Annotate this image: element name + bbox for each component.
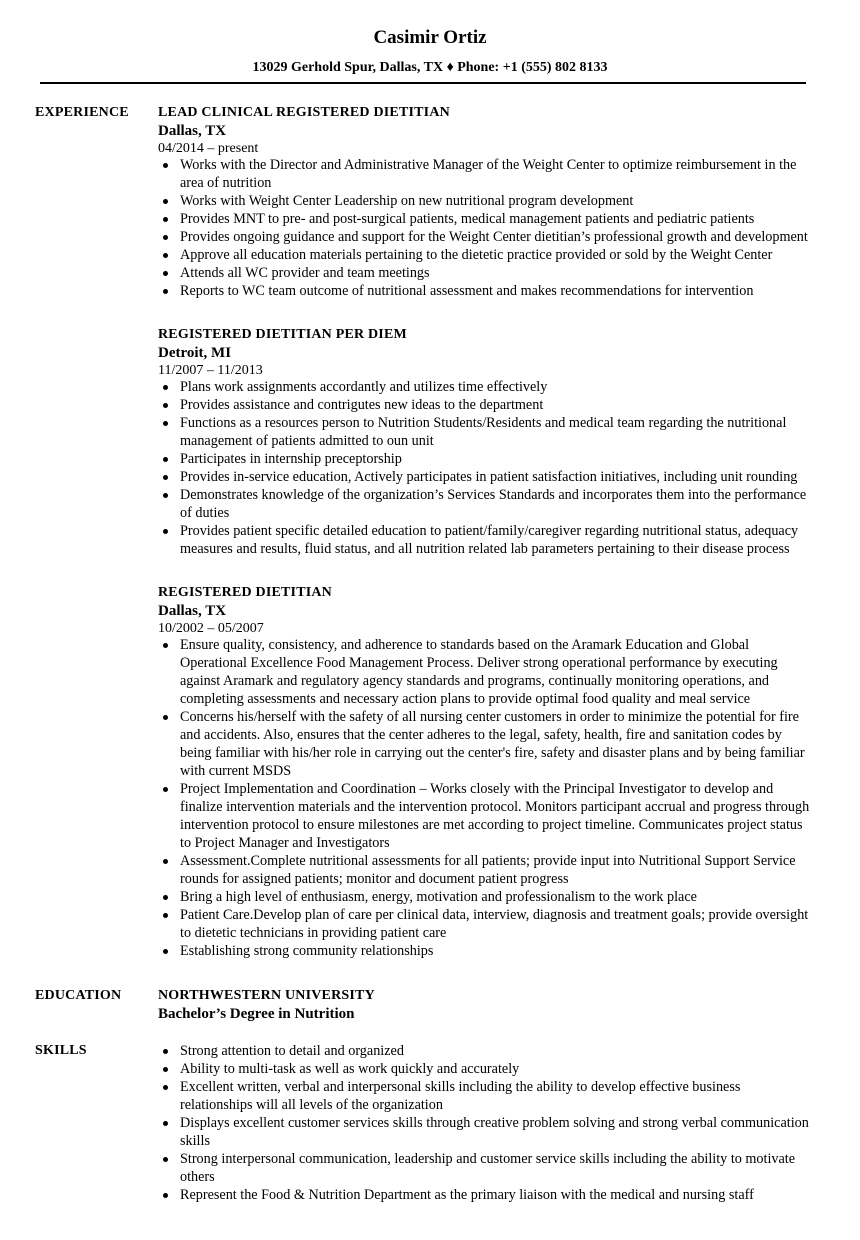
experience-body — [158, 104, 815, 960]
skill-item: Displays excellent customer services skills through creative problem solving and strong verbal communication skills — [158, 1114, 815, 1150]
skill-item: Strong interpersonal communication, leadership and customer service skills including the ability to motivate others — [158, 1150, 815, 1186]
job-bullet: Reports to WC team outcome of nutritional assessment and makes recommendations for intervention — [158, 282, 815, 300]
job-location: Detroit, MI — [158, 345, 232, 361]
job-bullet: Provides assistance and contrigutes new ideas to the department — [158, 396, 815, 414]
job-bullet: Bring a high level of enthusiasm, energy, motivation and professionalism to the work place — [158, 888, 815, 906]
education-body — [158, 987, 815, 1024]
job-dates: 04/2014 – present — [158, 141, 259, 156]
job-bullet: Project Implementation and Coordination – Works closely with the Principal Investigator to develop and finalize intervention materials and the intervention protocol. Monitors participant accrual and progress through intervention protocol to ensure milestones are met according to project timeline. Communicates project status to Project Manager and Investigators — [158, 780, 815, 852]
skills-list — [158, 1042, 815, 1204]
job-bullet-list — [158, 378, 815, 558]
job-bullet: Works with the Director and Administrative Manager of the Weight Center to optimize reimbursement in the area of nutrition — [158, 156, 815, 192]
job-bullet: Provides ongoing guidance and support for the Weight Center dietitian’s professional growth and development — [158, 228, 815, 246]
education-heading: EDUCATION — [35, 988, 122, 1003]
job-entry — [158, 326, 815, 558]
job-entry — [158, 104, 815, 300]
job-bullet: Concerns his/herself with the safety of all nursing center customers in order to minimize the potential for fire and accidents. Also, ensures that the center adheres to the legal, safety, health, fire and sanitation codes by being familiar with his/her role in carrying out the center's fire, safety and disaster plans and by being familiar with current MSDS — [158, 708, 815, 780]
job-bullet: Works with Weight Center Leadership on new nutritional program development — [158, 192, 815, 210]
skills-heading: SKILLS — [35, 1043, 87, 1058]
job-bullet: Ensure quality, consistency, and adherence to standards based on the Aramark Education and Global Operational Excellence Food Management Process. Deliver strong operational performance by executing against Aramark and regulatory agency standards and programs, continually monitoring operations, and completing assessments and necessary action plans to provide optimal food quality and meal service — [158, 636, 815, 708]
job-title: LEAD CLINICAL REGISTERED DIETITIAN — [158, 105, 450, 120]
skill-item: Represent the Food & Nutrition Department as the primary liaison with the medical and nursing staff — [158, 1186, 815, 1204]
job-title: REGISTERED DIETITIAN PER DIEM — [158, 327, 407, 342]
job-dates: 10/2002 – 05/2007 — [158, 621, 264, 636]
resume-header — [0, 0, 860, 77]
job-bullet: Attends all WC provider and team meetings — [158, 264, 815, 282]
degree: Bachelor’s Degree in Nutrition — [158, 1006, 355, 1022]
skills-section — [35, 1042, 815, 1204]
experience-section — [35, 104, 815, 960]
school-name: NORTHWESTERN UNIVERSITY — [158, 988, 375, 1003]
job-bullet: Plans work assignments accordantly and utilizes time effectively — [158, 378, 815, 396]
skill-item: Strong attention to detail and organized — [158, 1042, 815, 1060]
job-bullet: Assessment.Complete nutritional assessments for all patients; provide input into Nutritional Support Service rounds for assigned patients; monitor and document patient progress — [158, 852, 815, 888]
job-location: Dallas, TX — [158, 603, 227, 619]
job-bullet: Establishing strong community relationships — [158, 942, 815, 960]
job-bullet: Provides in-service education, Actively participates in patient satisfaction initiatives, including unit rounding — [158, 468, 815, 486]
experience-heading: EXPERIENCE — [35, 105, 129, 120]
job-bullet: Approve all education materials pertaining to the dietetic practice provided or sold by the Weight Center — [158, 246, 815, 264]
skills-body — [158, 1042, 815, 1204]
education-section — [35, 987, 815, 1024]
skill-item: Ability to multi-task as well as work quickly and accurately — [158, 1060, 815, 1078]
job-bullet: Provides patient specific detailed education to patient/family/caregiver regarding nutritional status, adequacy measures and results, fluid status, and all nutrition related lab parameters pertaining to their disease process — [158, 522, 815, 558]
job-dates: 11/2007 – 11/2013 — [158, 363, 263, 378]
job-bullet: Functions as a resources person to Nutrition Students/Residents and medical team regarding the nutritional management of patients admitted to oun unit — [158, 414, 815, 450]
job-bullet: Demonstrates knowledge of the organization’s Services Standards and incorporates them into the performance of duties — [158, 486, 815, 522]
candidate-name: Casimir Ortiz — [373, 27, 487, 48]
skill-item: Excellent written, verbal and interpersonal skills including the ability to develop effective business relationships will all levels of the organization — [158, 1078, 815, 1114]
job-bullet-list — [158, 156, 815, 300]
contact-line: 13029 Gerhold Spur, Dallas, TX ♦ Phone: +1 (555) 802 8133 — [252, 60, 608, 75]
job-bullet: Provides MNT to pre- and post-surgical patients, medical management patients and pediatric patients — [158, 210, 815, 228]
job-title: REGISTERED DIETITIAN — [158, 585, 332, 600]
job-entry — [158, 584, 815, 960]
job-bullet: Patient Care.Develop plan of care per clinical data, interview, diagnosis and treatment goals; provide oversight to dietetic technicians in providing patient care — [158, 906, 815, 942]
job-location: Dallas, TX — [158, 123, 227, 139]
header-divider — [40, 82, 806, 84]
job-bullet-list — [158, 636, 815, 960]
job-bullet: Participates in internship preceptorship — [158, 450, 815, 468]
